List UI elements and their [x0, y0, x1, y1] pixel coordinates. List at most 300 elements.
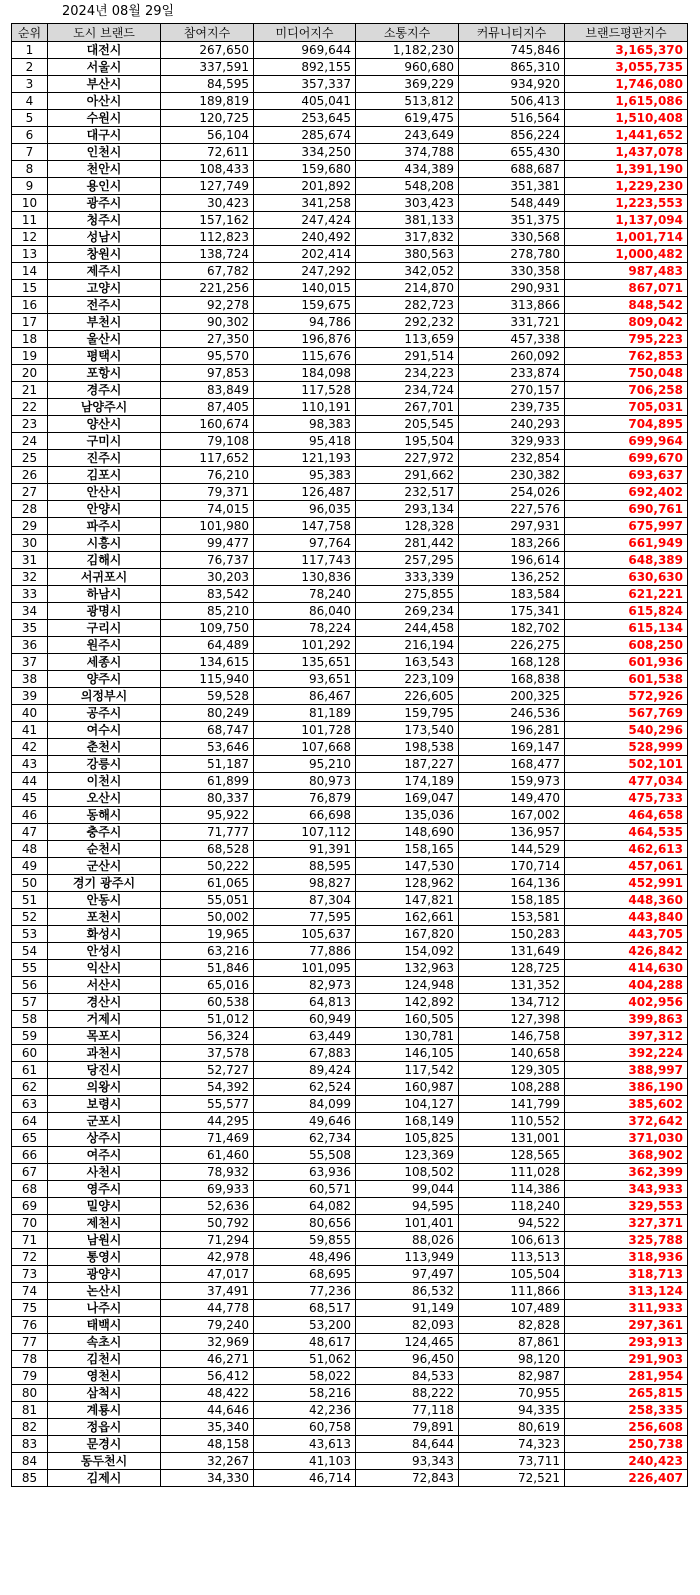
community-cell: 136,252	[459, 569, 565, 586]
city-cell: 동해시	[48, 807, 161, 824]
media-cell: 94,786	[254, 314, 356, 331]
media-cell: 147,758	[254, 518, 356, 535]
table-row	[12, 76, 688, 93]
participation-cell: 267,650	[161, 42, 254, 59]
communication-cell: 159,795	[356, 705, 459, 722]
brand-index-cell: 699,964	[565, 433, 688, 450]
media-cell: 341,258	[254, 195, 356, 212]
media-cell: 64,813	[254, 994, 356, 1011]
media-cell: 48,496	[254, 1249, 356, 1266]
rank-cell: 41	[12, 722, 48, 739]
city-cell: 김포시	[48, 467, 161, 484]
city-cell: 충주시	[48, 824, 161, 841]
community-cell: 131,352	[459, 977, 565, 994]
table-row	[12, 1079, 688, 1096]
rank-cell: 56	[12, 977, 48, 994]
media-cell: 405,041	[254, 93, 356, 110]
city-cell: 공주시	[48, 705, 161, 722]
table-row	[12, 144, 688, 161]
brand-index-cell: 318,936	[565, 1249, 688, 1266]
media-cell: 41,103	[254, 1453, 356, 1470]
rank-cell: 57	[12, 994, 48, 1011]
media-cell: 892,155	[254, 59, 356, 76]
brand-index-cell: 397,312	[565, 1028, 688, 1045]
brand-index-cell: 809,042	[565, 314, 688, 331]
communication-cell: 281,442	[356, 535, 459, 552]
media-cell: 101,728	[254, 722, 356, 739]
brand-index-cell: 281,954	[565, 1368, 688, 1385]
communication-cell: 105,825	[356, 1130, 459, 1147]
table-row	[12, 1317, 688, 1334]
communication-cell: 128,962	[356, 875, 459, 892]
participation-cell: 52,636	[161, 1198, 254, 1215]
media-cell: 55,508	[254, 1147, 356, 1164]
media-cell: 60,949	[254, 1011, 356, 1028]
city-cell: 김제시	[48, 1470, 161, 1487]
rank-cell: 82	[12, 1419, 48, 1436]
table-row	[12, 586, 688, 603]
community-cell: 134,712	[459, 994, 565, 1011]
table-row	[12, 42, 688, 59]
community-cell: 246,536	[459, 705, 565, 722]
community-cell: 856,224	[459, 127, 565, 144]
communication-cell: 513,812	[356, 93, 459, 110]
community-cell: 128,565	[459, 1147, 565, 1164]
media-cell: 80,656	[254, 1215, 356, 1232]
city-cell: 대전시	[48, 42, 161, 59]
table-row	[12, 1453, 688, 1470]
participation-cell: 53,646	[161, 739, 254, 756]
media-cell: 159,680	[254, 161, 356, 178]
community-cell: 655,430	[459, 144, 565, 161]
rank-cell: 31	[12, 552, 48, 569]
communication-cell: 1,182,230	[356, 42, 459, 59]
participation-cell: 79,108	[161, 433, 254, 450]
media-cell: 77,236	[254, 1283, 356, 1300]
table-row	[12, 535, 688, 552]
table-row	[12, 943, 688, 960]
city-cell: 부산시	[48, 76, 161, 93]
rank-cell: 44	[12, 773, 48, 790]
brand-index-cell: 265,815	[565, 1385, 688, 1402]
city-cell: 오산시	[48, 790, 161, 807]
rank-cell: 61	[12, 1062, 48, 1079]
rank-cell: 68	[12, 1181, 48, 1198]
city-cell: 서귀포시	[48, 569, 161, 586]
community-cell: 159,973	[459, 773, 565, 790]
participation-cell: 83,542	[161, 586, 254, 603]
city-cell: 서울시	[48, 59, 161, 76]
table-row	[12, 246, 688, 263]
participation-cell: 112,823	[161, 229, 254, 246]
community-cell: 144,529	[459, 841, 565, 858]
media-cell: 130,836	[254, 569, 356, 586]
table-row	[12, 756, 688, 773]
participation-cell: 134,615	[161, 654, 254, 671]
table-row	[12, 790, 688, 807]
community-cell: 168,128	[459, 654, 565, 671]
community-cell: 330,358	[459, 263, 565, 280]
table-row	[12, 229, 688, 246]
community-cell: 457,338	[459, 331, 565, 348]
community-cell: 548,449	[459, 195, 565, 212]
communication-cell: 124,465	[356, 1334, 459, 1351]
rank-cell: 21	[12, 382, 48, 399]
city-cell: 부천시	[48, 314, 161, 331]
community-cell: 183,584	[459, 586, 565, 603]
participation-cell: 60,538	[161, 994, 254, 1011]
brand-index-cell: 404,288	[565, 977, 688, 994]
table-row	[12, 110, 688, 127]
community-cell: 183,266	[459, 535, 565, 552]
city-cell: 양산시	[48, 416, 161, 433]
community-cell: 111,028	[459, 1164, 565, 1181]
participation-cell: 54,392	[161, 1079, 254, 1096]
participation-cell: 32,969	[161, 1334, 254, 1351]
rank-cell: 74	[12, 1283, 48, 1300]
community-cell: 129,305	[459, 1062, 565, 1079]
rank-cell: 67	[12, 1164, 48, 1181]
table-row	[12, 1147, 688, 1164]
table-row	[12, 263, 688, 280]
media-cell: 63,936	[254, 1164, 356, 1181]
communication-cell: 160,505	[356, 1011, 459, 1028]
media-cell: 240,492	[254, 229, 356, 246]
participation-cell: 56,412	[161, 1368, 254, 1385]
brand-index-cell: 329,553	[565, 1198, 688, 1215]
community-cell: 175,341	[459, 603, 565, 620]
media-cell: 95,418	[254, 433, 356, 450]
brand-index-cell: 250,738	[565, 1436, 688, 1453]
community-cell: 934,920	[459, 76, 565, 93]
city-cell: 경주시	[48, 382, 161, 399]
communication-cell: 135,036	[356, 807, 459, 824]
media-cell: 196,876	[254, 331, 356, 348]
table-row	[12, 1181, 688, 1198]
participation-cell: 68,528	[161, 841, 254, 858]
brand-index-cell: 615,824	[565, 603, 688, 620]
rank-cell: 47	[12, 824, 48, 841]
brand-index-cell: 1,441,652	[565, 127, 688, 144]
participation-cell: 97,853	[161, 365, 254, 382]
participation-cell: 120,725	[161, 110, 254, 127]
rank-cell: 3	[12, 76, 48, 93]
community-cell: 108,288	[459, 1079, 565, 1096]
community-cell: 158,185	[459, 892, 565, 909]
media-cell: 59,855	[254, 1232, 356, 1249]
city-cell: 전주시	[48, 297, 161, 314]
brand-index-cell: 704,895	[565, 416, 688, 433]
community-cell: 168,477	[459, 756, 565, 773]
brand-index-cell: 388,997	[565, 1062, 688, 1079]
header-rank: 순위	[12, 24, 48, 42]
rank-cell: 12	[12, 229, 48, 246]
brand-index-cell: 706,258	[565, 382, 688, 399]
participation-cell: 71,294	[161, 1232, 254, 1249]
communication-cell: 292,232	[356, 314, 459, 331]
community-cell: 240,293	[459, 416, 565, 433]
participation-cell: 78,932	[161, 1164, 254, 1181]
media-cell: 121,193	[254, 450, 356, 467]
brand-index-cell: 297,361	[565, 1317, 688, 1334]
community-cell: 111,866	[459, 1283, 565, 1300]
media-cell: 48,617	[254, 1334, 356, 1351]
community-cell: 233,874	[459, 365, 565, 382]
table-row	[12, 178, 688, 195]
participation-cell: 79,240	[161, 1317, 254, 1334]
city-cell: 정읍시	[48, 1419, 161, 1436]
rank-cell: 46	[12, 807, 48, 824]
community-cell: 169,147	[459, 739, 565, 756]
community-cell: 113,513	[459, 1249, 565, 1266]
participation-cell: 48,158	[161, 1436, 254, 1453]
brand-index-cell: 540,296	[565, 722, 688, 739]
media-cell: 63,449	[254, 1028, 356, 1045]
table-row	[12, 314, 688, 331]
city-cell: 경산시	[48, 994, 161, 1011]
communication-cell: 93,343	[356, 1453, 459, 1470]
table-body	[12, 42, 688, 1487]
rank-cell: 14	[12, 263, 48, 280]
brand-index-cell: 392,224	[565, 1045, 688, 1062]
brand-index-cell: 1,223,553	[565, 195, 688, 212]
communication-cell: 132,963	[356, 960, 459, 977]
communication-cell: 303,423	[356, 195, 459, 212]
city-cell: 여주시	[48, 1147, 161, 1164]
communication-cell: 342,052	[356, 263, 459, 280]
communication-cell: 123,369	[356, 1147, 459, 1164]
table-row	[12, 1419, 688, 1436]
community-cell: 200,325	[459, 688, 565, 705]
communication-cell: 124,948	[356, 977, 459, 994]
community-cell: 106,613	[459, 1232, 565, 1249]
participation-cell: 50,792	[161, 1215, 254, 1232]
brand-index-cell: 1,615,086	[565, 93, 688, 110]
table-row	[12, 807, 688, 824]
communication-cell: 94,595	[356, 1198, 459, 1215]
table-row	[12, 1300, 688, 1317]
table-row	[12, 1215, 688, 1232]
communication-cell: 79,891	[356, 1419, 459, 1436]
table-row	[12, 824, 688, 841]
participation-cell: 51,012	[161, 1011, 254, 1028]
city-cell: 안산시	[48, 484, 161, 501]
communication-cell: 154,092	[356, 943, 459, 960]
participation-cell: 44,295	[161, 1113, 254, 1130]
media-cell: 247,424	[254, 212, 356, 229]
communication-cell: 113,659	[356, 331, 459, 348]
community-cell: 70,955	[459, 1385, 565, 1402]
media-cell: 82,973	[254, 977, 356, 994]
communication-cell: 169,047	[356, 790, 459, 807]
media-cell: 81,189	[254, 705, 356, 722]
rank-cell: 19	[12, 348, 48, 365]
community-cell: 107,489	[459, 1300, 565, 1317]
communication-cell: 619,475	[356, 110, 459, 127]
city-cell: 제천시	[48, 1215, 161, 1232]
media-cell: 62,524	[254, 1079, 356, 1096]
table-row	[12, 161, 688, 178]
brand-index-cell: 457,061	[565, 858, 688, 875]
participation-cell: 37,491	[161, 1283, 254, 1300]
rank-cell: 28	[12, 501, 48, 518]
participation-cell: 69,933	[161, 1181, 254, 1198]
media-cell: 115,676	[254, 348, 356, 365]
table-row	[12, 1283, 688, 1300]
media-cell: 51,062	[254, 1351, 356, 1368]
brand-index-cell: 705,031	[565, 399, 688, 416]
table-row	[12, 1232, 688, 1249]
participation-cell: 115,940	[161, 671, 254, 688]
rank-cell: 54	[12, 943, 48, 960]
rank-cell: 84	[12, 1453, 48, 1470]
media-cell: 60,758	[254, 1419, 356, 1436]
table-row	[12, 1385, 688, 1402]
table-row	[12, 280, 688, 297]
brand-index-cell: 630,630	[565, 569, 688, 586]
city-cell: 광주시	[48, 195, 161, 212]
media-cell: 66,698	[254, 807, 356, 824]
communication-cell: 369,229	[356, 76, 459, 93]
city-cell: 천안시	[48, 161, 161, 178]
community-cell: 196,281	[459, 722, 565, 739]
participation-cell: 59,528	[161, 688, 254, 705]
communication-cell: 232,517	[356, 484, 459, 501]
rank-cell: 45	[12, 790, 48, 807]
community-cell: 182,702	[459, 620, 565, 637]
rank-cell: 79	[12, 1368, 48, 1385]
brand-index-cell: 256,608	[565, 1419, 688, 1436]
rank-cell: 66	[12, 1147, 48, 1164]
communication-cell: 128,328	[356, 518, 459, 535]
community-cell: 688,687	[459, 161, 565, 178]
communication-cell: 147,821	[356, 892, 459, 909]
media-cell: 357,337	[254, 76, 356, 93]
table-row	[12, 960, 688, 977]
participation-cell: 71,777	[161, 824, 254, 841]
community-cell: 128,725	[459, 960, 565, 977]
brand-index-cell: 325,788	[565, 1232, 688, 1249]
media-cell: 98,383	[254, 416, 356, 433]
communication-cell: 101,401	[356, 1215, 459, 1232]
rank-cell: 38	[12, 671, 48, 688]
brand-index-cell: 464,658	[565, 807, 688, 824]
media-cell: 91,391	[254, 841, 356, 858]
brand-index-cell: 502,101	[565, 756, 688, 773]
city-cell: 영주시	[48, 1181, 161, 1198]
participation-cell: 27,350	[161, 331, 254, 348]
city-cell: 안동시	[48, 892, 161, 909]
brand-index-cell: 462,613	[565, 841, 688, 858]
communication-cell: 82,093	[356, 1317, 459, 1334]
rank-cell: 17	[12, 314, 48, 331]
table-row	[12, 1249, 688, 1266]
communication-cell: 374,788	[356, 144, 459, 161]
community-cell: 87,861	[459, 1334, 565, 1351]
rank-cell: 25	[12, 450, 48, 467]
community-cell: 313,866	[459, 297, 565, 314]
community-cell: 98,120	[459, 1351, 565, 1368]
media-cell: 46,714	[254, 1470, 356, 1487]
community-cell: 164,136	[459, 875, 565, 892]
participation-cell: 50,002	[161, 909, 254, 926]
rank-cell: 81	[12, 1402, 48, 1419]
brand-index-cell: 567,769	[565, 705, 688, 722]
city-cell: 밀양시	[48, 1198, 161, 1215]
rank-cell: 60	[12, 1045, 48, 1062]
communication-cell: 96,450	[356, 1351, 459, 1368]
community-cell: 136,957	[459, 824, 565, 841]
table-row	[12, 739, 688, 756]
community-cell: 80,619	[459, 1419, 565, 1436]
media-cell: 201,892	[254, 178, 356, 195]
city-cell: 광명시	[48, 603, 161, 620]
rank-cell: 72	[12, 1249, 48, 1266]
participation-cell: 61,460	[161, 1147, 254, 1164]
table-row	[12, 1062, 688, 1079]
participation-cell: 85,210	[161, 603, 254, 620]
participation-cell: 79,371	[161, 484, 254, 501]
header-communication-index: 소통지수	[356, 24, 459, 42]
rank-cell: 42	[12, 739, 48, 756]
table-row	[12, 518, 688, 535]
participation-cell: 80,249	[161, 705, 254, 722]
rank-cell: 33	[12, 586, 48, 603]
community-cell: 329,933	[459, 433, 565, 450]
brand-index-cell: 1,391,190	[565, 161, 688, 178]
communication-cell: 269,234	[356, 603, 459, 620]
header-city-brand: 도시 브랜드	[48, 24, 161, 42]
participation-cell: 34,330	[161, 1470, 254, 1487]
community-cell: 153,581	[459, 909, 565, 926]
communication-cell: 99,044	[356, 1181, 459, 1198]
community-cell: 150,283	[459, 926, 565, 943]
communication-cell: 275,855	[356, 586, 459, 603]
communication-cell: 548,208	[356, 178, 459, 195]
community-cell: 230,382	[459, 467, 565, 484]
rank-cell: 8	[12, 161, 48, 178]
community-cell: 82,987	[459, 1368, 565, 1385]
media-cell: 87,304	[254, 892, 356, 909]
table-row	[12, 484, 688, 501]
participation-cell: 50,222	[161, 858, 254, 875]
media-cell: 96,035	[254, 501, 356, 518]
brand-index-cell: 327,371	[565, 1215, 688, 1232]
media-cell: 202,414	[254, 246, 356, 263]
brand-index-cell: 762,853	[565, 348, 688, 365]
media-cell: 84,099	[254, 1096, 356, 1113]
community-cell: 865,310	[459, 59, 565, 76]
rank-cell: 48	[12, 841, 48, 858]
brand-index-cell: 692,402	[565, 484, 688, 501]
communication-cell: 223,109	[356, 671, 459, 688]
city-cell: 청주시	[48, 212, 161, 229]
communication-cell: 244,458	[356, 620, 459, 637]
brand-index-cell: 443,840	[565, 909, 688, 926]
participation-cell: 72,611	[161, 144, 254, 161]
participation-cell: 30,203	[161, 569, 254, 586]
city-cell: 의정부시	[48, 688, 161, 705]
community-cell: 516,564	[459, 110, 565, 127]
community-cell: 127,398	[459, 1011, 565, 1028]
communication-cell: 168,149	[356, 1113, 459, 1130]
brand-index-cell: 372,642	[565, 1113, 688, 1130]
rank-cell: 1	[12, 42, 48, 59]
table-row	[12, 1130, 688, 1147]
media-cell: 969,644	[254, 42, 356, 59]
community-cell: 140,658	[459, 1045, 565, 1062]
table-row	[12, 994, 688, 1011]
